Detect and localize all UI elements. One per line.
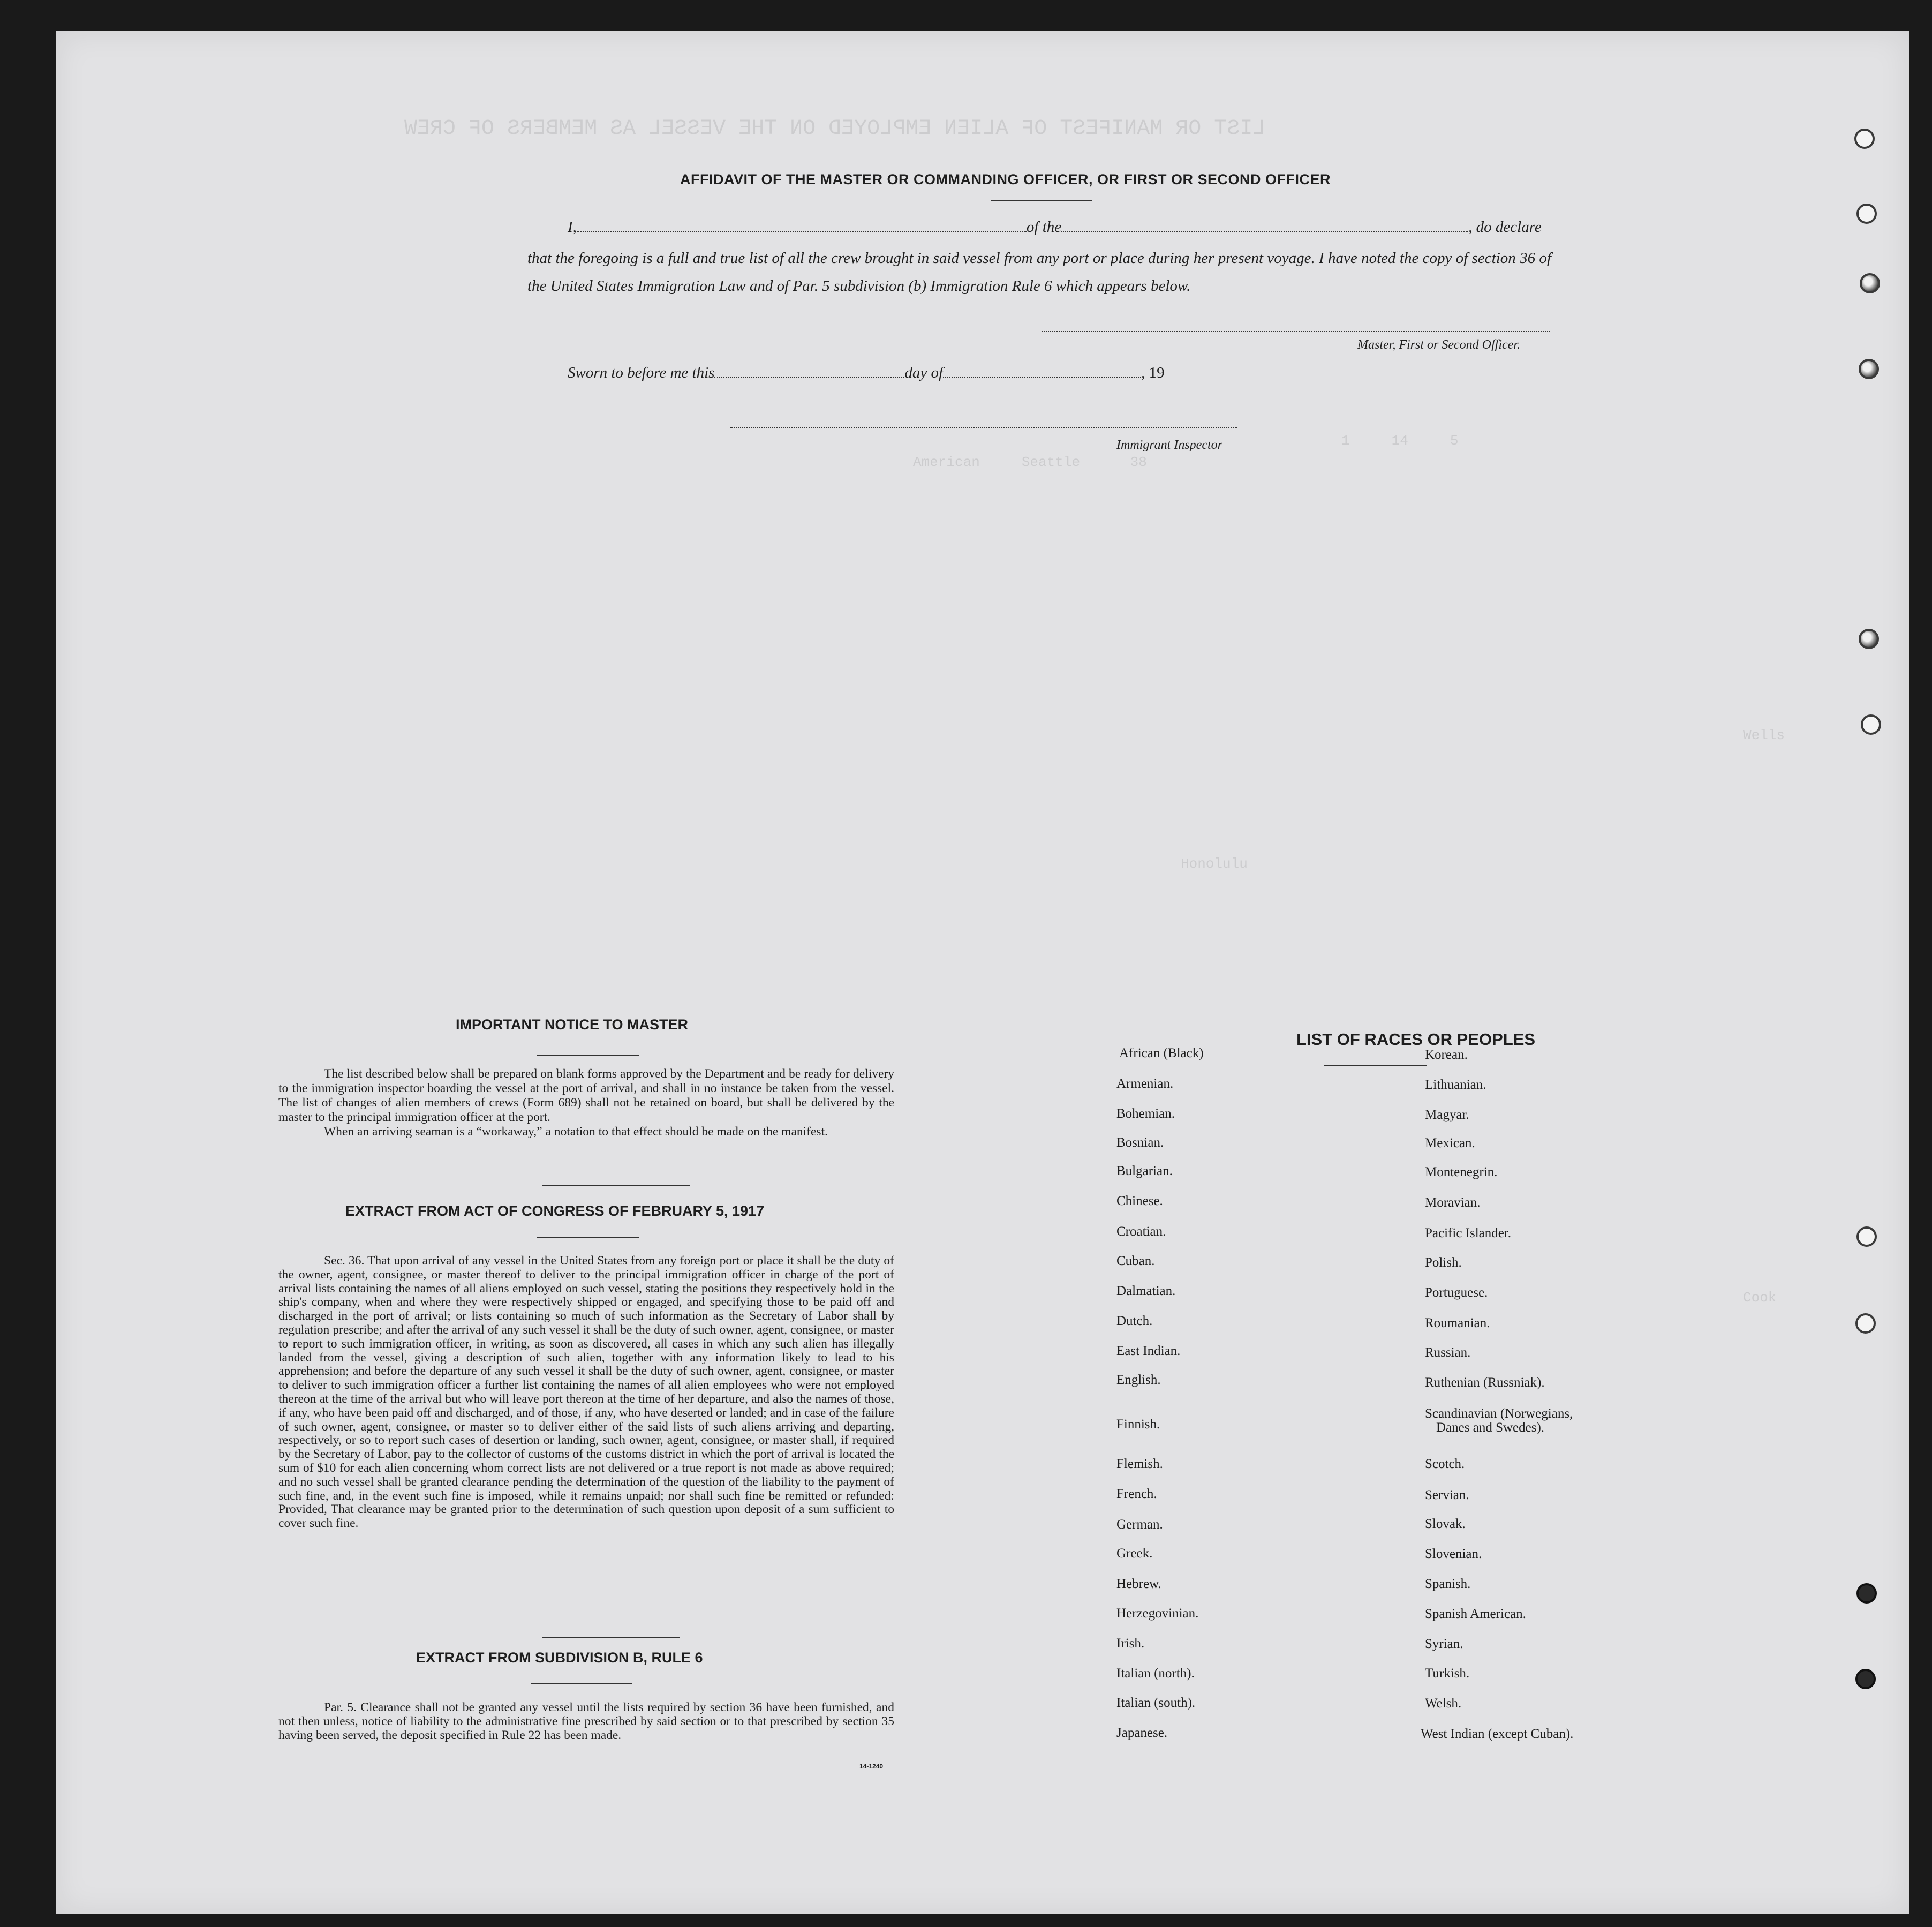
race-item: Danes and Swedes). [1436, 1420, 1545, 1435]
race-item: Pacific Islander. [1425, 1226, 1512, 1240]
punch-hole [1856, 1226, 1877, 1247]
race-item: Italian (north). [1116, 1666, 1195, 1681]
race-item: Moravian. [1425, 1195, 1481, 1210]
race-item: West Indian (except Cuban). [1421, 1727, 1574, 1741]
affidavit-title: AFFIDAVIT OF THE MASTER OR COMMANDING OFFICER, OR FIRST OR SECOND OFFICER [680, 171, 1331, 187]
divider [537, 1237, 639, 1238]
sworn-year-label: , 19 [1141, 364, 1165, 381]
race-item: Montenegrin. [1425, 1165, 1498, 1179]
race-item: Herzegovinian. [1116, 1606, 1199, 1621]
race-item: Mexican. [1425, 1136, 1475, 1150]
sworn-prefix: Sworn to before me this [568, 364, 715, 381]
punch-hole [1854, 129, 1875, 149]
race-item: Chinese. [1116, 1194, 1163, 1208]
race-item: Flemish. [1116, 1457, 1163, 1471]
race-item: Welsh. [1425, 1696, 1462, 1711]
punch-hole [1859, 359, 1879, 379]
notice-body [278, 1067, 894, 1139]
sworn-line [568, 364, 1165, 382]
notice-paragraph-1: The list described below shall be prepared on blank forms approved by the Department and be ready for delivery to the immigration inspector boarding the vessel at the port of arrival, and shall in no instance be taken from the vessel. The list of changes of alien members of crews (Form 689) shall not be retained on board, but shall be delivered by the master to the principal immigration officer at the port. [278, 1067, 894, 1124]
race-item: Magyar. [1425, 1108, 1469, 1122]
punch-hole [1855, 1669, 1876, 1689]
punch-hole [1856, 204, 1877, 224]
race-item: Korean. [1425, 1048, 1468, 1062]
affidavit-body: that the foregoing is a full and true list of all the crew brought in said vessel from any port or place during her present voyage. I have noted the copy of section 36 of the United States Immigration Law and of Par. 5 subdivision (b) Immigration Rule 6 which appears below. [527, 250, 1551, 295]
race-item: Lithuanian. [1425, 1078, 1486, 1092]
master-name-field[interactable] [577, 231, 1027, 232]
race-item: Japanese. [1116, 1726, 1168, 1740]
race-item: Spanish American. [1425, 1607, 1526, 1621]
race-item: Irish. [1116, 1636, 1145, 1651]
divider [991, 200, 1092, 201]
rule-title: EXTRACT FROM SUBDIVISION B, RULE 6 [416, 1650, 703, 1666]
race-item: Bohemian. [1116, 1106, 1175, 1121]
race-item: Scandinavian (Norwegians, [1425, 1406, 1573, 1421]
punch-hole [1860, 273, 1880, 293]
race-item: Ruthenian (Russniak). [1425, 1375, 1545, 1390]
race-item: English. [1116, 1373, 1161, 1387]
affidavit-declaration-line [568, 219, 1542, 236]
notice-title: IMPORTANT NOTICE TO MASTER [456, 1017, 688, 1033]
race-item: Greek. [1116, 1546, 1153, 1561]
punch-hole [1855, 1313, 1876, 1334]
rule-body: Par. 5. Clearance shall not be granted any vessel until the lists required by section 36 have been furnished, and not then unless, notice of liability to the administrative fine prescribed by said section or to that prescribed by section 35 having been served, the deposit specified in Rule 22 has been made. [278, 1700, 894, 1742]
divider [542, 1637, 680, 1638]
punch-hole [1856, 1583, 1877, 1604]
notice-paragraph-2: When an arriving seaman is a “workaway,” a notation to that effect should be made on the manifest. [324, 1125, 828, 1139]
sworn-day-field[interactable] [714, 377, 904, 378]
divider [1324, 1065, 1427, 1066]
race-item: Bulgarian. [1116, 1164, 1173, 1178]
race-item: Russian. [1425, 1345, 1471, 1360]
race-item: African (Black) [1119, 1046, 1204, 1060]
race-item: Portuguese. [1425, 1285, 1488, 1300]
affidavit-i-label: I, [568, 219, 577, 236]
race-item: Slovenian. [1425, 1547, 1482, 1561]
race-item: Turkish. [1425, 1666, 1470, 1681]
act-title: EXTRACT FROM ACT OF CONGRESS OF FEBRUARY 5, 1917 [345, 1203, 765, 1219]
race-item: Hebrew. [1116, 1577, 1161, 1591]
race-item: Scotch. [1425, 1457, 1465, 1471]
sworn-month-field[interactable] [943, 377, 1141, 378]
race-item: Dutch. [1116, 1314, 1153, 1328]
master-signature-field[interactable] [1042, 331, 1550, 332]
divider [537, 1055, 639, 1056]
race-item: Armenian. [1116, 1077, 1174, 1091]
inspector-signature-field[interactable] [730, 427, 1237, 428]
race-item: Slovak. [1425, 1517, 1466, 1531]
race-item: Italian (south). [1116, 1696, 1196, 1710]
race-item: Roumanian. [1425, 1316, 1490, 1330]
race-item: Syrian. [1425, 1637, 1463, 1651]
inspector-label: Immigrant Inspector [1116, 438, 1222, 452]
divider [531, 1683, 632, 1684]
punch-hole [1859, 629, 1879, 649]
form-number: 14-1240 [859, 1763, 884, 1770]
sworn-day-of-label: day of [904, 364, 944, 381]
race-item: Servian. [1425, 1488, 1469, 1502]
race-item: Dalmatian. [1116, 1284, 1176, 1298]
race-item: East Indian. [1116, 1344, 1181, 1358]
race-item: German. [1116, 1517, 1163, 1532]
punch-hole [1861, 714, 1881, 735]
act-body: Sec. 36. That upon arrival of any vessel in the United States from any foreign port or place it shall be the duty of the owner, agent, consignee, or master thereof to deliver to the principal immigration officer in charge of the port of arrival lists containing the names of all aliens employed on such vessel, stating the positions they respectively hold in the ship's company, when and where they were respectively shipped or engaged, and specifying those to be paid off and discharged in the port of arrival; or lists containing so much of such information as the Secretary of Labor shall by regulation prescribe; and after the arrival of any such vessel it shall be the duty of such owner, agent, consignee, or master to report to such immigration officer, in writing, as soon as discovered, all cases in which any such alien has illegally landed from the vessel, giving a description of such alien, together with any information likely to lead to his apprehension; and before the departure of any such vessel it shall be the duty of such owner, agent, consignee, or master to deliver to such immigration officer a further list containing the names of all alien employees who were not employed thereon at the time of the arrival but who will leave port thereon at the time of her departure, and also the names of those, if any, who have been paid off and discharged, and of those, if any, who have deserted or landed; and in case of the failure of such owner, agent, consignee, or master so to deliver either of the said lists of such aliens arriving and departing, respectively, or so to report such cases of desertion or landing, such owner, agent, consignee, or master shall, if required by the Secretary of Labor, pay to the collector of customs of the customs district in which the port of arrival is located the sum of $10 for each alien concerning whom correct lists are not delivered or a true report is not made as above required; and no such vessel shall be granted clearance pending the determination of the question of the liability to the payment of such fine, and, in the event such fine is imposed, while it remains unpaid; nor shall such fine be remitted or refunded: Provided, That clearance may be granted prior to the determination of such question upon deposit of a sum sufficient to cover such fine. [278, 1254, 894, 1531]
race-item: Polish. [1425, 1255, 1462, 1270]
affidavit-declare-label: , do declare [1468, 219, 1542, 236]
race-item: Croatian. [1116, 1224, 1166, 1239]
divider [542, 1185, 690, 1186]
race-item: Bosnian. [1116, 1135, 1164, 1150]
affidavit-of-the-label: of the [1026, 219, 1062, 236]
race-item: Cuban. [1116, 1254, 1155, 1268]
vessel-name-field[interactable] [1061, 231, 1468, 232]
races-title: LIST OF RACES OR PEOPLES [1296, 1030, 1536, 1049]
race-item: Finnish. [1116, 1417, 1160, 1432]
race-item: French. [1116, 1487, 1157, 1501]
master-signature-label: Master, First or Second Officer. [1357, 338, 1520, 352]
document-page: LIST OR MANIFEST OF ALIEN EMPLOYED ON THE VESSEL AS MEMBERS OF CREW 1 14 5 American Seattle 38 Wells Honolulu Cook AFFIDAVIT OF THE MASTER OR COMMANDING OFFICER, OR FIRST OR SECOND OFFICER I, of the , do declare that the foregoing is a full and true list of all the crew brought in said vessel from any port or place during her present voyage. I have noted the copy of section 36 of the United States Immigration Law and of Par. 5 subdivision (b) Immigration Rule 6 which appears below. Master, First or Second Officer. Sworn to before me this day of , 19 Immigrant Inspector IMPORTANT NOTICE TO MASTER The list described below shall be prepared on blank forms approved by the Department and be ready for delivery to the immigration inspector boarding the vessel at the port of arrival, and shall in no instance be taken from the vessel. The list of changes of alien members of crews (Form 689) shall not be retained on board, but shall be delivered by the master to the principal immigration officer at the port. When an arriving seaman is a “workaway,” a notation to that effect should be made on the manifest. EXTRACT FROM ACT OF CONGRESS OF FEBRUARY 5, 1917 Sec. 36. That upon arrival of any vessel in the United States from any foreign port or place it shall be the duty of the owner, agent, consignee, or master thereof to deliver to the principal immigration officer in charge of the port of arrival lists containing the names of all aliens employed on such vessel, stating the positions they respectively hold in the ship's company, when and where they were respectively shipped or engaged, and specifying those to be paid off and discharged in the port of arrival; or lists containing so much of such information as the Secretary of Labor shall by regulation prescribe; and after the arrival of any such vessel it shall be the duty of such owner, agent, consignee, or master to report to such immigration officer, in writing, as soon as discovered, all cases in which any such alien has illegally landed from the vessel, giving a description of such alien, together with any information likely to lead to his apprehension; and before the departure of any such vessel it shall be the duty of such owner, agent, consignee, or master to deliver to such immigration officer a further list containing the names of all alien employees who were not employed thereon at the time of the arrival but who will leave port thereon at the time of her departure, and also the names of those, if any, who have been paid off and discharged, and of those, if any, who have deserted or landed; and in case of the failure of such owner, agent, consignee, or master so to deliver either of the said lists of such aliens arriving and departing, respectively, or so to report such cases of desertion or landing, such owner, agent, consignee, or master shall, if required by the Secretary of Labor, pay to the collector of customs of the customs district in which the port of arrival is located the sum of $10 for each alien concerning whom correct lists are not delivered or a true report is not made as above required; and no such vessel shall be granted clearance pending the determination of the question of the liability to the payment of such fine, and, in the event such fine is imposed, while it remains unpaid; nor shall such fine be remitted or refunded: Provided, That clearance may be granted prior to the determination of such question upon deposit of a sum sufficient to cover such fine. EXTRACT FROM SUBDIVISION B, RULE 6 Par. 5. Clearance shall not be granted any vessel until the lists required by section 36 have been furnished, and not then unless, notice of liability to the administrative fine prescribed by said section or to that prescribed by section 35 having been served, the deposit specified in Rule 22 has been made. 14-1240 LIST OF RACES OR PEOPLES African (Black) Armenian. Bohemian. Bosnian. Bulgarian. Chinese. Croatian. Cuban. Dalmatian. Dutch. East Indian. English. Finnish. Flemish. French. German. Greek. Hebrew. Herzegovinian. Irish. Italian (north). Italian (south). Japanese. Korean. Lithuanian. Magyar. Mexican. Montenegrin. Moravian. Pacific Islander. Polish. Portuguese. Roumanian. Russian. Ruthenian (Russniak). Scandinavian (Norwegians, Danes and Swedes). Scotch. Servian. Slovak. Slovenian. Spanish. Spanish American. Syrian. Turkish. Welsh. West Indian (except Cuban). [56, 31, 1909, 1914]
race-item: Spanish. [1425, 1577, 1471, 1591]
